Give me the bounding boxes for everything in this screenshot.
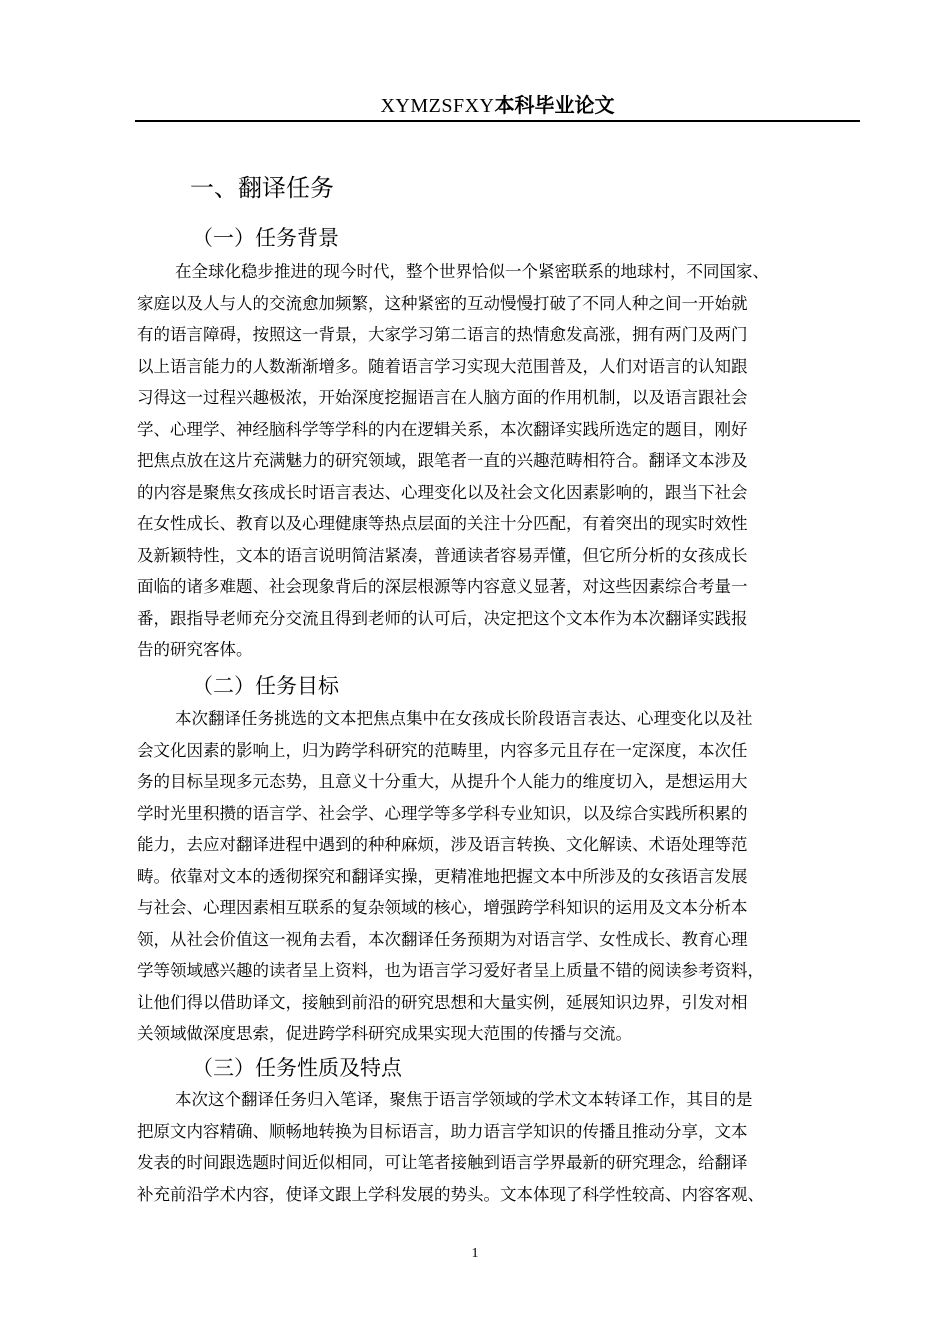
text-line: 学时光里积攒的语言学、社会学、心理学等多学科专业知识，以及综合实践所积累的 [137, 803, 748, 823]
text-line: 发表的时间跟选题时间近似相同，可让笔者接触到语言学界最新的研究理念，给翻译 [137, 1153, 748, 1172]
text-line: 本次翻译任务挑选的文本把焦点集中在女孩成长阶段语言表达、心理变化以及社 [175, 709, 753, 728]
text-line: 以上语言能力的人数渐渐增多。随着语言学习实现大范围普及，人们对语言的认知跟 [137, 356, 748, 376]
header-latin: XYMZSFXY [380, 95, 495, 117]
text-line: 番，跟指导老师充分交流且得到老师的认可后，决定把这个文本作为本次翻译实践报 [137, 608, 748, 628]
section-title: 一、翻译任务 [190, 174, 334, 202]
text-line: 能力，去应对翻译进程中遇到的种种麻烦，涉及语言转换、文化解读、术语处理等范 [137, 835, 748, 854]
text-line: 面临的诸多难题、社会现象背后的深层根源等内容意义显著，对这些因素综合考量一 [137, 577, 748, 596]
paragraph-background [137, 256, 859, 666]
text-line: 在女性成长、教育以及心理健康等热点层面的关注十分匹配，有着突出的现实时效性 [137, 514, 748, 533]
text-line: 关领域做深度思索，促进跨学科研究成果实现大范围的传播与交流。 [137, 1024, 632, 1043]
subsection-title-nature: （三）任务性质及特点 [192, 1056, 402, 1080]
text-line: 会文化因素的影响上，归为跨学科研究的范畴里，内容多元且存在一定深度，本次任 [137, 740, 748, 760]
subsection-title-goals: （二）任务目标 [192, 674, 339, 698]
text-line: 学等领域感兴趣的读者呈上资料，也为语言学习爱好者呈上质量不错的阅读参考资料， [137, 961, 764, 980]
text-line: 及新颖特性，文本的语言说明简洁紧凑，普通读者容易弄懂，但它所分析的女孩成长 [137, 545, 748, 565]
paragraph-goals [137, 703, 859, 1050]
text-line: 把原文内容精确、顺畅地转换为目标语言，助力语言学知识的传播且推动分享，文本 [137, 1121, 748, 1141]
paragraph-nature [137, 1084, 859, 1210]
page-number: 1 [471, 1246, 479, 1261]
subsection-title-background: （一）任务背景 [192, 226, 339, 250]
text-line: 在全球化稳步推进的现今时代，整个世界恰似一个紧密联系的地球村，不同国家、 [175, 262, 769, 281]
text-line: 有的语言障碍，按照这一背景，大家学习第二语言的热情愈发高涨，拥有两门及两门 [137, 325, 748, 344]
text-line: 让他们得以借助译文，接触到前沿的研究思想和大量实例，延展知识边界，引发对相 [137, 992, 748, 1012]
text-line: 本次这个翻译任务归入笔译，聚焦于语言学领域的学术文本转译工作，其目的是 [175, 1090, 753, 1109]
text-line: 领，从社会价值这一视角去看，本次翻译任务预期为对语言学、女性成长、教育心理 [137, 929, 748, 949]
text-line: 与社会、心理因素相互联系的复杂领域的核心，增强跨学科知识的运用及文本分析本 [137, 898, 748, 917]
header-title: 本科毕业论文 [494, 93, 615, 117]
text-line: 习得这一过程兴趣极浓，开始深度挖掘语言在人脑方面的作用机制，以及语言跟社会 [137, 388, 748, 407]
text-line: 告的研究客体。 [137, 640, 253, 659]
text-line: 补充前沿学术内容，使译文跟上学科发展的势头。文本体现了科学性较高、内容客观、 [137, 1184, 764, 1204]
text-line: 家庭以及人与人的交流愈加频繁，这种紧密的互动慢慢打破了不同人种之间一开始就 [137, 293, 748, 313]
page-header [135, 90, 860, 122]
text-line: 学、心理学、神经脑科学等学科的内在逻辑关系，本次翻译实践所选定的题目，刚好 [137, 419, 748, 439]
text-line: 把焦点放在这片充满魅力的研究领域，跟笔者一直的兴趣范畴相符合。翻译文本涉及 [137, 451, 748, 470]
text-line: 务的目标呈现多元态势，且意义十分重大，从提升个人能力的维度切入，是想运用大 [137, 772, 748, 791]
text-line: 的内容是聚焦女孩成长时语言表达、心理变化以及社会文化因素影响的，跟当下社会 [137, 482, 748, 502]
text-line: 畴。依靠对文本的透彻探究和翻译实操，更精准地把握文本中所涉及的女孩语言发展 [137, 866, 748, 886]
